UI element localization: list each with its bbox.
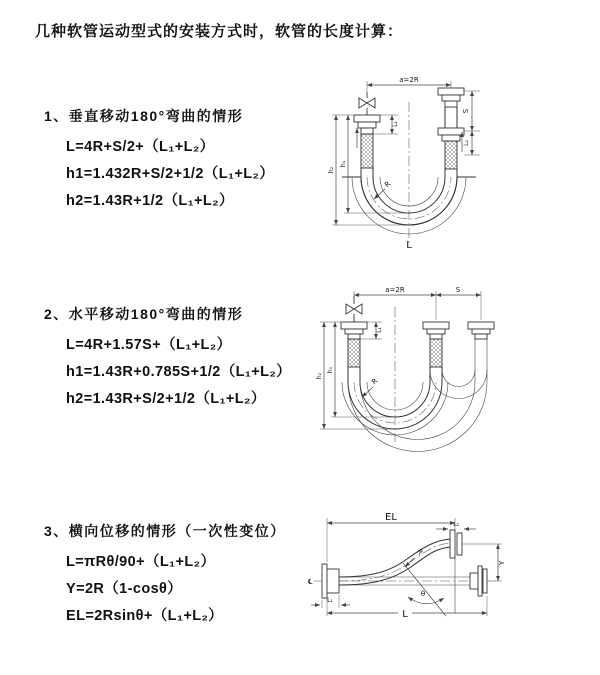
dim-label-l1: L₁: [327, 597, 333, 604]
dim-label-h2: h₂: [316, 372, 323, 380]
dimension-l1: [311, 595, 350, 608]
flange-fitting: [423, 322, 449, 329]
centerline-mark: ℄: [308, 578, 313, 586]
section-1-formulas: [66, 134, 324, 215]
section-2: [44, 304, 324, 413]
braided-hose-section: [445, 141, 457, 169]
dimension-a2r: [354, 286, 481, 320]
hose-u-bend-moved: [348, 339, 487, 452]
diagram-lateral-displacement: [306, 506, 571, 641]
dimension-s: [462, 91, 480, 155]
formula-line: L=4R+1.57S+（L₁+L₂）: [66, 337, 232, 353]
radius-label: R: [370, 376, 380, 387]
angle-arc: [408, 597, 444, 604]
angle-label: θ: [420, 590, 426, 598]
section-3-formulas: [66, 549, 324, 630]
flange-fitting: [450, 530, 455, 558]
length-label: L: [406, 240, 412, 251]
radius-label: R: [383, 179, 393, 190]
flange-fitting: [322, 564, 327, 598]
flange-fitting: [438, 88, 464, 95]
flange-fitting: [468, 322, 494, 329]
dim-label-y: Y: [498, 560, 506, 566]
braided-hose-section: [430, 339, 442, 367]
formula-line: Y=2R（1-cosθ）: [66, 581, 183, 597]
page-title: 几种软管运动型式的安装方式时，软管的长度计算：: [35, 23, 404, 40]
dim-label-s: S: [455, 286, 461, 294]
diagram-2-drawing: [316, 282, 561, 457]
section-1: [44, 106, 324, 215]
flange-fitting: [354, 115, 380, 122]
dim-label-l2: L₂: [463, 140, 470, 146]
formula-line: L=4R+S/2+（L₁+L₂）: [66, 139, 215, 155]
formula-line: h2=1.43R+S/2+1/2（L₁+L₂）: [66, 391, 266, 407]
radius-callout: [374, 180, 392, 199]
dim-label-h1: h₁: [340, 160, 347, 168]
right-pipe-assembly: [438, 88, 464, 177]
flange-fitting: [341, 322, 367, 329]
dim-label-a2r: a=2R: [385, 286, 405, 294]
formula-line: h1=1.432R+S/2+1/2（L₁+L₂）: [66, 166, 275, 182]
dim-label-l1: L₁: [392, 121, 399, 127]
flange-fitting: [478, 566, 482, 596]
right-pipe-assembly: [468, 322, 494, 339]
section-1-heading: 1、垂直移动180°弯曲的情形: [44, 108, 244, 124]
dim-label-a2r: a=2R: [399, 76, 419, 84]
diagram-3-drawing: [306, 506, 571, 641]
section-3: [44, 521, 324, 630]
radius-callout: [362, 377, 379, 397]
dimension-l2: [436, 521, 476, 529]
dim-label-h2: h₂: [328, 166, 335, 174]
formula-line: h2=1.43R+1/2（L₁+L₂）: [66, 193, 234, 209]
valve-icon: [346, 304, 354, 314]
dim-label-h1: h₁: [327, 366, 334, 374]
diagram-vertical-180-bend: [310, 72, 555, 252]
dim-label-l2: L₂: [453, 521, 459, 528]
dim-label-el: EL: [385, 512, 397, 523]
section-2-formulas: [66, 332, 324, 413]
left-pipe-assembly: [354, 92, 380, 177]
dimension-l: [327, 558, 487, 620]
dim-label-l1: L₁: [376, 327, 383, 333]
formula-line: h1=1.43R+0.785S+1/2（L₁+L₂）: [66, 364, 292, 380]
braided-hose-section: [348, 339, 360, 367]
section-3-heading: 3、横向位移的情形（一次性变位）: [44, 523, 286, 539]
dimension-el: [327, 512, 455, 562]
diagram-horizontal-180-bend: [316, 282, 561, 457]
dim-label-s: S: [462, 108, 470, 114]
formula-line: L=πRθ/90+（L₁+L₂）: [66, 554, 216, 570]
radius-label: R: [414, 547, 425, 557]
hose-u-bend-initial: [342, 382, 448, 435]
dim-label-l: L: [402, 609, 408, 620]
flange-fitting: [438, 128, 464, 135]
section-2-heading: 2、水平移动180°弯曲的情形: [44, 306, 244, 322]
diagram-1-drawing: [310, 72, 555, 252]
formula-line: EL=2Rsinθ+（L₁+L₂）: [66, 608, 224, 624]
braided-hose-section: [361, 134, 373, 168]
left-flange-assembly: [308, 564, 339, 598]
middle-pipe-assembly: [423, 322, 449, 382]
valve-icon: [359, 98, 367, 108]
